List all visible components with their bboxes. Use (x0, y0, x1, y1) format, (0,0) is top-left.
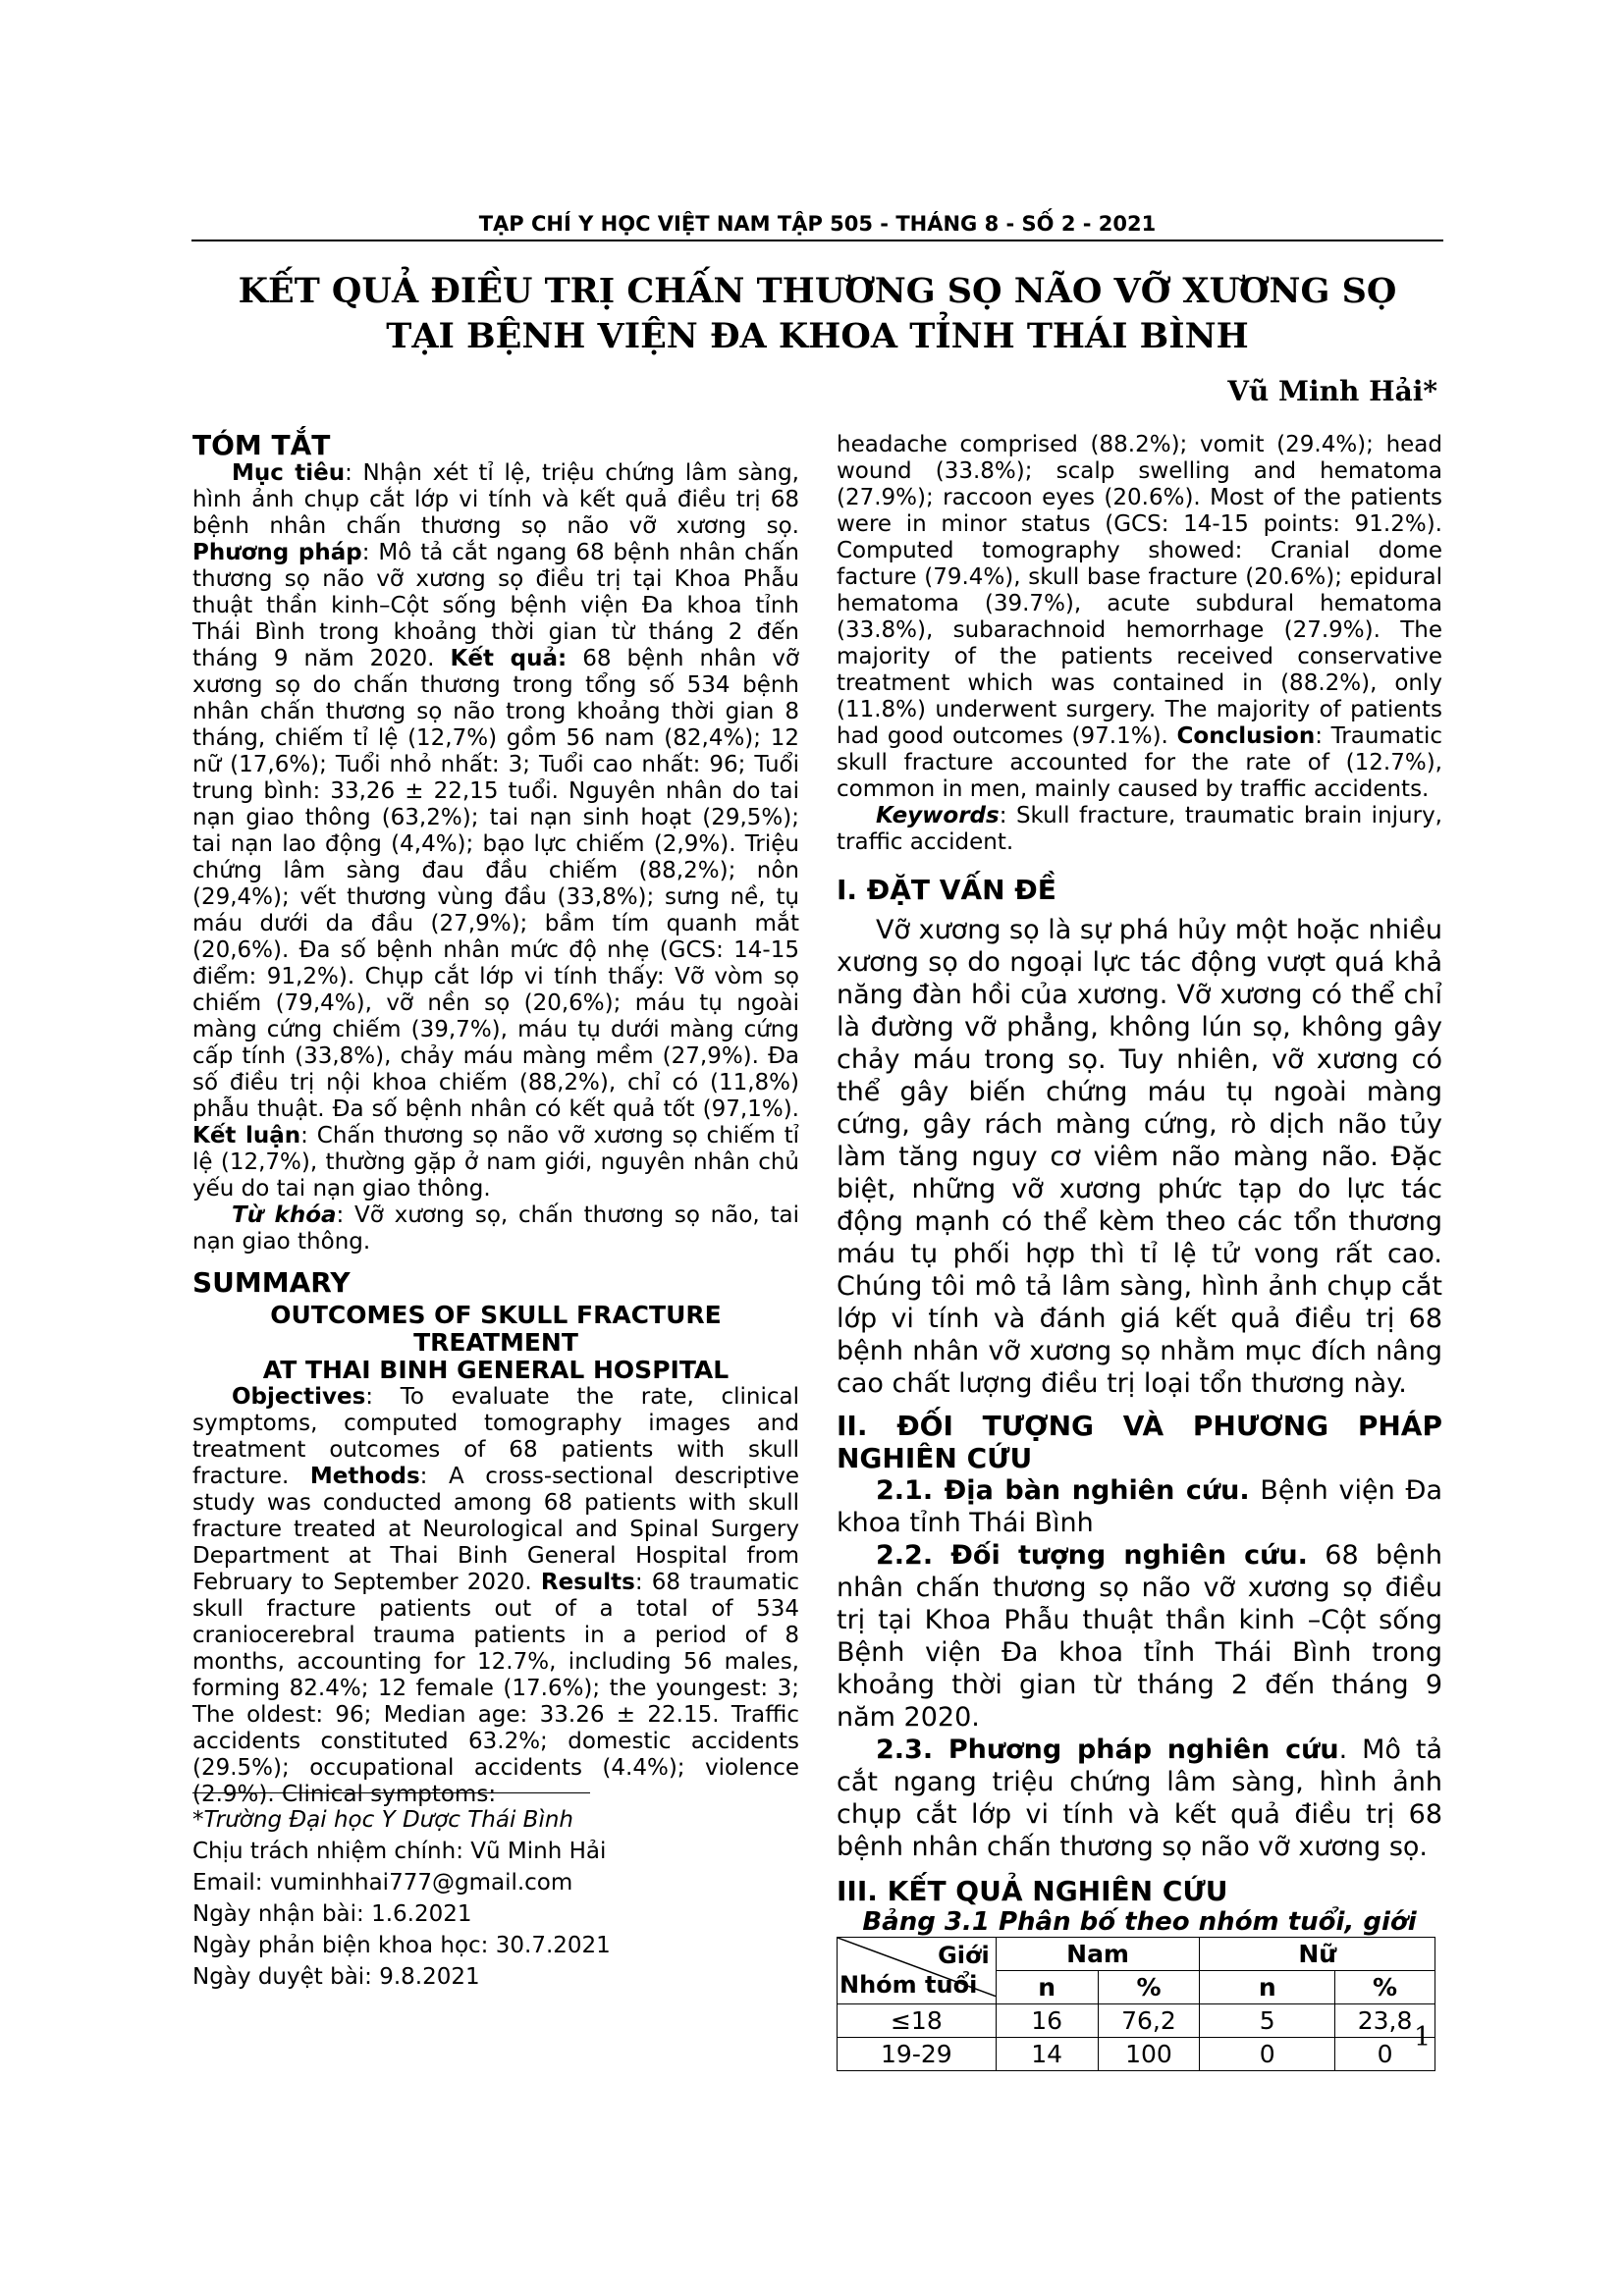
conclusion-en-label: Conclusion (1176, 723, 1316, 749)
objectives-label: Objectives (232, 1384, 366, 1410)
body-right-column (837, 874, 1442, 2071)
abstract-vi-body (192, 460, 799, 1202)
objective-label: Mục tiêu (232, 460, 346, 486)
method-text: : Mô tả cắt ngang 68 bệnh nhân chấn thương sọ não vỡ xương sọ điều trị tại Khoa Phẫu thuật thần kinh–Cột sống bệnh viện Đa khoa tỉnh Thái Bình trong khoảng thời gian từ tháng 2 đến tháng 9 năm 2020. (192, 540, 799, 671)
summary-title-line1: OUTCOMES OF SKULL FRACTURE TREATMENT (270, 1301, 722, 1357)
row-male-pct: 76,2 (1098, 2004, 1200, 2038)
section2-2 (837, 1539, 1442, 1734)
footnote-email: Email: vuminhhai777@gmail.com (192, 1870, 573, 1896)
header-male-n: n (996, 1971, 1098, 2004)
corner-top-label: Giới (938, 1942, 990, 1969)
result-label: Kết quả: (450, 646, 568, 671)
summary-title-line2: AT THAI BINH GENERAL HOSPITAL (262, 1356, 730, 1384)
section2-2-label: 2.2. Đối tượng nghiên cứu. (876, 1540, 1308, 1571)
header-male: Nam (996, 1938, 1200, 1971)
result-text: 68 bệnh nhân vỡ xương sọ do chấn thương trong tổng số 534 bệnh nhân chấn thương sọ não trong khoảng thời gian 8 tháng, chiếm tỉ lệ (12,7%) gồm 56 nam (82,4%); 12 nữ (17,6%); Tuổi nhỏ nhất: 3; Tuổi cao nhất: 96; Tuổi trung bình: 33,26 ± 22,15 tuổi. Nguyên nhân do tai nạn giao thông (63,2%); tai nạn sinh hoạt (29,5%); tai nạn lao động (4,4%); bạo lực chiếm (2,9%). Triệu chứng lâm sàng đau đầu chiếm (88,2%); nôn (29,4%); vết thương vùng đầu (33,8%); sưng nề, tụ máu dưới da đầu (27,9%); bầm tím quanh mắt (20,6%). Đa số bệnh nhân mức độ nhẹ (GCS: 14-15 điểm: 91,2%). Chụp cắt lớp vi tính thấy: Vỡ vòm sọ chiếm (79,4%), vỡ nền sọ (20,6%); máu tụ ngoài màng cứng chiếm (39,7%), máu tụ dưới màng cứng cấp tính (33,8%), chảy máu màng mềm (27,9%). Đa số điều trị nội khoa chiếm (88,2%), chỉ có (11,8%) phẫu thuật. Đa số bệnh nhân có kết quả tốt (97,1%). (192, 646, 799, 1122)
footnote-rule (192, 1792, 590, 1793)
footnote-responsible: Chịu trách nhiệm chính: Vũ Minh Hải (192, 1839, 607, 1864)
results-text-part2: headache comprised (88.2%); vomit (29.4%); head wound (33.8%); scalp swelling and hematoma (27.9%); raccoon eyes (20.6%). Most of the patients were in minor status (GCS: 14-15 points: 91.2%). Computed tomography showed: Cranial dome facture (79.4%), skull base fracture (20.6%); epidural hematoma (39.7%), acute subdural hematoma (33.8%), subarachnoid hemorrhage (27.9%). The majority of the patients received conservative treatment which was contained in (88.2%), only (11.8%) underwent surgery. The majority of patients had good outcomes (97.1%). Conclusion: Traumatic skull fracture accounted for the rate of (12.7%), common in men, mainly caused by traffic accidents. (837, 432, 1442, 802)
summary-heading: SUMMARY (192, 1266, 351, 1299)
right-column-summary (837, 432, 1442, 856)
footnote-approved: Ngày duyệt bài: 9.8.2021 (192, 1964, 480, 1990)
objectives-text: : To evaluate the rate, clinical symptoms, computed tomography images and treatment outcomes of 68 patients with skull fracture. (192, 1384, 799, 1489)
row-female-n: 0 (1200, 2038, 1335, 2071)
header-female: Nữ (1200, 1938, 1435, 1971)
section2-heading: II. ĐỐI TƯỢNG VÀ PHƯƠNG PHÁP NGHIÊN CỨU (837, 1410, 1442, 1474)
header-rule (191, 240, 1443, 241)
footnote-received: Ngày nhận bài: 1.6.2021 (192, 1901, 472, 1927)
section2-1 (837, 1474, 1442, 1539)
methods-label: Methods (309, 1464, 420, 1489)
page-number: 1 (1414, 2022, 1432, 2053)
table-corner-cell (838, 1938, 997, 2004)
corner-bottom-label: Nhóm tuổi (839, 1971, 978, 1999)
header-female-n: n (1200, 1971, 1335, 2004)
method-label: Phương pháp (192, 540, 362, 565)
journal-header: TẠP CHÍ Y HỌC VIỆT NAM TẬP 505 - THÁNG 8 - SỐ 2 - 2021 (478, 212, 1157, 236)
row-female-pct: 0 (1335, 2038, 1435, 2071)
table-caption: Bảng 3.1 Phân bố theo nhóm tuổi, giới (862, 1907, 1417, 1937)
table-age-gender (837, 1937, 1435, 2071)
header-male-pct: % (1098, 1971, 1200, 2004)
row-male-n: 16 (996, 2004, 1098, 2038)
row-group: 19-29 (838, 2038, 997, 2071)
keywords-en-label: Keywords (876, 803, 1000, 828)
section1-text: Vỡ xương sọ là sự phá hủy một hoặc nhiều xương sọ do ngoại lực tác động vượt quá khả năng đàn hồi của xương. Vỡ xương có thể chỉ là đường vỡ phẳng, không lún sọ, không gây chảy máu trong sọ. Tuy nhiên, vỡ xương có thể gây biến chứng máu tụ ngoài màng cứng, gây rách màng cứng, rò dịch não tủy làm tăng nguy cơ viêm não màng não. Đặc biệt, những vỡ xương phức tạp do lực tác động mạnh có thể kèm theo các tổn thương máu tụ phối hợp thì tỉ lệ tử vong rất cao. Chúng tôi mô tả lâm sàng, hình ảnh chụp cắt lớp vi tính và đánh giá kết quả điều trị 68 bệnh nhân vỡ xương sọ nhằm mục đích nâng cao chất lượng điều trị loại tổn thương này. (837, 915, 1442, 1399)
section3-heading: III. KẾT QUẢ NGHIÊN CỨU (837, 1875, 1228, 1907)
results-text-part1: : 68 traumatic skull fracture patients out of a total of 534 craniocerebral trauma patients in a period of 8 months, accounting for 12.7%, including 56 males, forming 82.4%; 12 female (17.6%); the youngest: 3; The oldest: 96; Median age: 33.26 ± 22.15. Traffic accidents constituted 63.2%; domestic accidents (29.5%); occupational accidents (4.4%); violence (2.9%). Clinical symptoms: (192, 1570, 799, 1807)
keywords-en (837, 803, 1442, 856)
methods-text: : A cross-sectional descriptive study was conducted among 68 patients with skull fracture treated at Neurological and Spinal Surgery Department at Thai Binh General Hospital from February to September 2020. (192, 1464, 799, 1595)
keywords-en-text: : Skull fracture, traumatic brain injury, traffic accident. (837, 803, 1442, 855)
author: Vũ Minh Hải* (1227, 375, 1437, 407)
header-female-pct: % (1335, 1971, 1435, 2004)
section2-3 (837, 1734, 1442, 1863)
keywords-vi (192, 1202, 799, 1255)
article-title-line2: TẠI BỆNH VIỆN ĐA KHOA TỈNH THÁI BÌNH (386, 316, 1249, 356)
row-female-n: 5 (1200, 2004, 1335, 2038)
section2-3-label: 2.3. Phương pháp nghiên cứu (876, 1735, 1339, 1765)
row-female-pct: 23,8 (1335, 2004, 1435, 2038)
conclusion-en-text: : Traumatic skull fracture accounted for the rate of (12.7%), common in men, mainly caused by traffic accidents. (837, 723, 1442, 802)
footnote-affiliation: *Trường Đại học Y Dược Thái Bình (192, 1807, 574, 1833)
table-row (838, 2004, 1435, 2038)
results-label: Results (540, 1570, 635, 1595)
left-column (192, 429, 800, 1808)
row-male-pct: 100 (1098, 2038, 1200, 2071)
section2-1-label: 2.1. Địa bàn nghiên cứu. (876, 1475, 1250, 1506)
conclusion-text: : Chấn thương sọ não vỡ xương sọ chiếm tỉ lệ (12,7%), thường gặp ở nam giới, nguyên nhân chủ yếu do tai nạn giao thông. (192, 1123, 800, 1201)
table-row (838, 2038, 1435, 2071)
row-group: ≤18 (838, 2004, 997, 2038)
row-male-n: 14 (996, 2038, 1098, 2071)
abstract-vi-heading: TÓM TẮT (192, 429, 331, 461)
keywords-vi-label: Từ khóa (232, 1202, 337, 1228)
keywords-vi-text: : Vỡ xương sọ, chấn thương sọ não, tai nạn giao thông. (192, 1202, 799, 1255)
conclusion-label: Kết luận (192, 1123, 301, 1148)
objective-text: : Nhận xét tỉ lệ, triệu chứng lâm sàng, hình ảnh chụp cắt lớp vi tính và kết quả điều trị 68 bệnh nhân chấn thương sọ não vỡ xương sọ. (192, 460, 799, 539)
section2-1-text: Bệnh viện Đa khoa tỉnh Thái Bình (837, 1475, 1442, 1538)
section1-heading: I. ĐẶT VẤN ĐỀ (837, 874, 1056, 906)
section2-2-text: 68 bệnh nhân chấn thương sọ não vỡ xương sọ điều trị tại Khoa Phẫu thuật thần kinh –Cột sống Bệnh viện Đa khoa tỉnh Thái Bình trong khoảng thời gian từ tháng 2 đến tháng 9 năm 2020. (837, 1540, 1443, 1733)
footnote-reviewed: Ngày phản biện khoa học: 30.7.2021 (192, 1933, 611, 1958)
abstract-en-body (192, 1384, 799, 1808)
footnote (192, 1804, 782, 1993)
article-title-line1: KẾT QUẢ ĐIỀU TRỊ CHẤN THƯƠNG SỌ NÃO VỠ XƯƠNG SỌ (238, 271, 1397, 311)
section2-3-text: . Mô tả cắt ngang triệu chứng lâm sàng, hình ảnh chụp cắt lớp vi tính và kết quả điều trị 68 bệnh nhân chấn thương sọ não vỡ xương sọ. (837, 1735, 1442, 1862)
